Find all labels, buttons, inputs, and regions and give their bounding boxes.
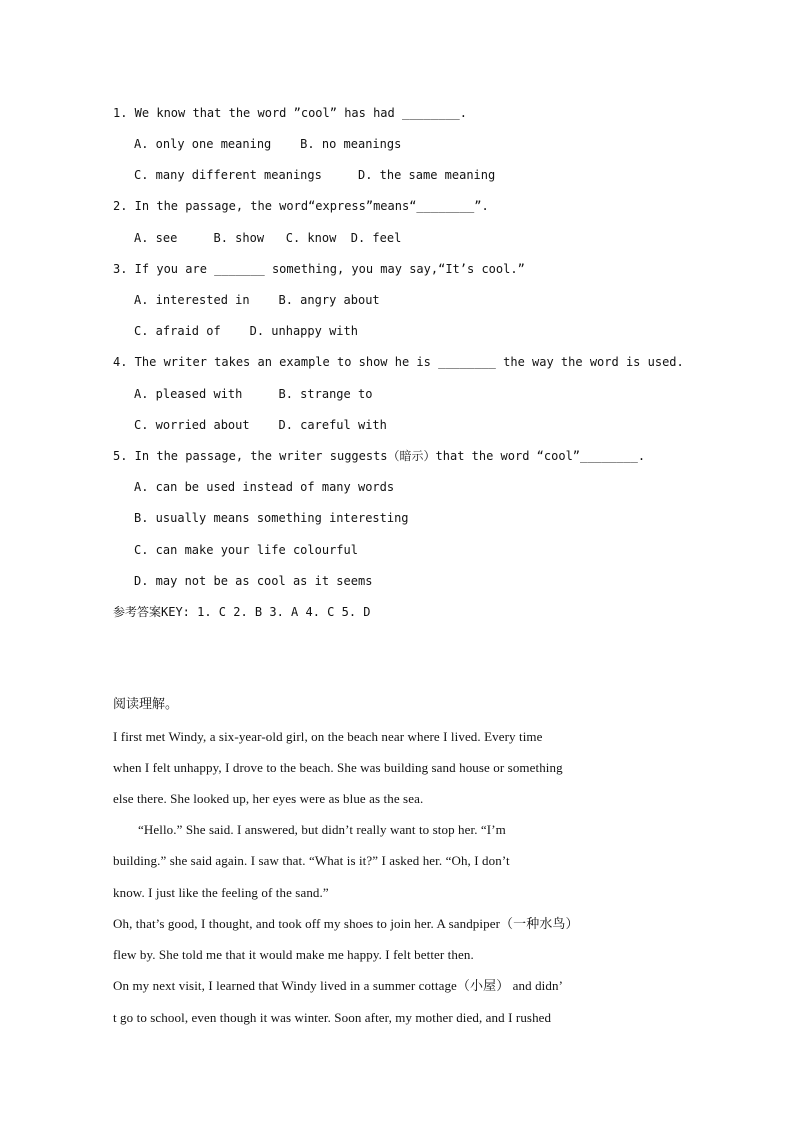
passage-line-10: t go to school, even though it was winter. Soon after, my mother died, and I rushed (113, 1010, 552, 1025)
question-5-option-d: D. may not be as cool as it seems (134, 574, 373, 588)
passage-line-9: On my next visit, I learned that Windy lived in a summer cottage（小屋） and didn’ (113, 978, 564, 993)
question-5-option-b: B. usually means something interesting (134, 511, 409, 525)
question-2-options-line-1: A. see B. show C. know D. feel (134, 231, 402, 245)
passage-line-5: building.” she said again. I saw that. “What is it?” I asked her. “Oh, I don’t (113, 853, 510, 868)
passage-line-2: when I felt unhappy, I drove to the beach. She was building sand house or something (113, 760, 563, 775)
question-5-option-a: A. can be used instead of many words (134, 480, 395, 494)
passage-line-6: know. I just like the feeling of the sand.” (113, 885, 329, 900)
passage-line-4: “Hello.” She said. I answered, but didn’t really want to stop her. “I’m (138, 822, 506, 837)
question-5-stem: 5. In the passage, the writer suggests（暗示）that the word “cool”________. (113, 449, 646, 463)
question-3-options-line-1: A. interested in B. angry about (134, 293, 380, 307)
question-3-options-line-2: C. afraid of D. unhappy with (134, 324, 358, 338)
question-1-options-line-1: A. only one meaning B. no meanings (134, 137, 402, 151)
passage-line-1: I first met Windy, a six-year-old girl, on the beach near where I lived. Every time (113, 729, 543, 744)
passage-line-7: Oh, that’s good, I thought, and took off my shoes to join her. A sandpiper（一种水鸟） (113, 916, 579, 931)
question-3-stem: 3. If you are _______ something, you may say,“It’s cool.” (113, 262, 525, 276)
question-5-option-c: C. can make your life colourful (134, 543, 358, 557)
answer-key: 参考答案KEY: 1. C 2. B 3. A 4. C 5. D (113, 605, 371, 619)
passage-line-3: else there. She looked up, her eyes were as blue as the sea. (113, 791, 424, 806)
question-1-stem: 1. We know that the word ”cool” has had ________. (113, 106, 468, 120)
question-4-options-line-1: A. pleased with B. strange to (134, 387, 373, 401)
question-4-stem: 4. The writer takes an example to show he is ________ the way the word is used. (113, 355, 684, 369)
passage-line-8: flew by. She told me that it would make me happy. I felt better then. (113, 947, 474, 962)
question-1-options-line-2: C. many different meanings D. the same meaning (134, 168, 496, 182)
question-2-stem: 2. In the passage, the word“express”means“________”. (113, 199, 489, 213)
reading-heading: 阅读理解。 (113, 697, 179, 712)
question-4-options-line-2: C. worried about D. careful with (134, 418, 387, 432)
